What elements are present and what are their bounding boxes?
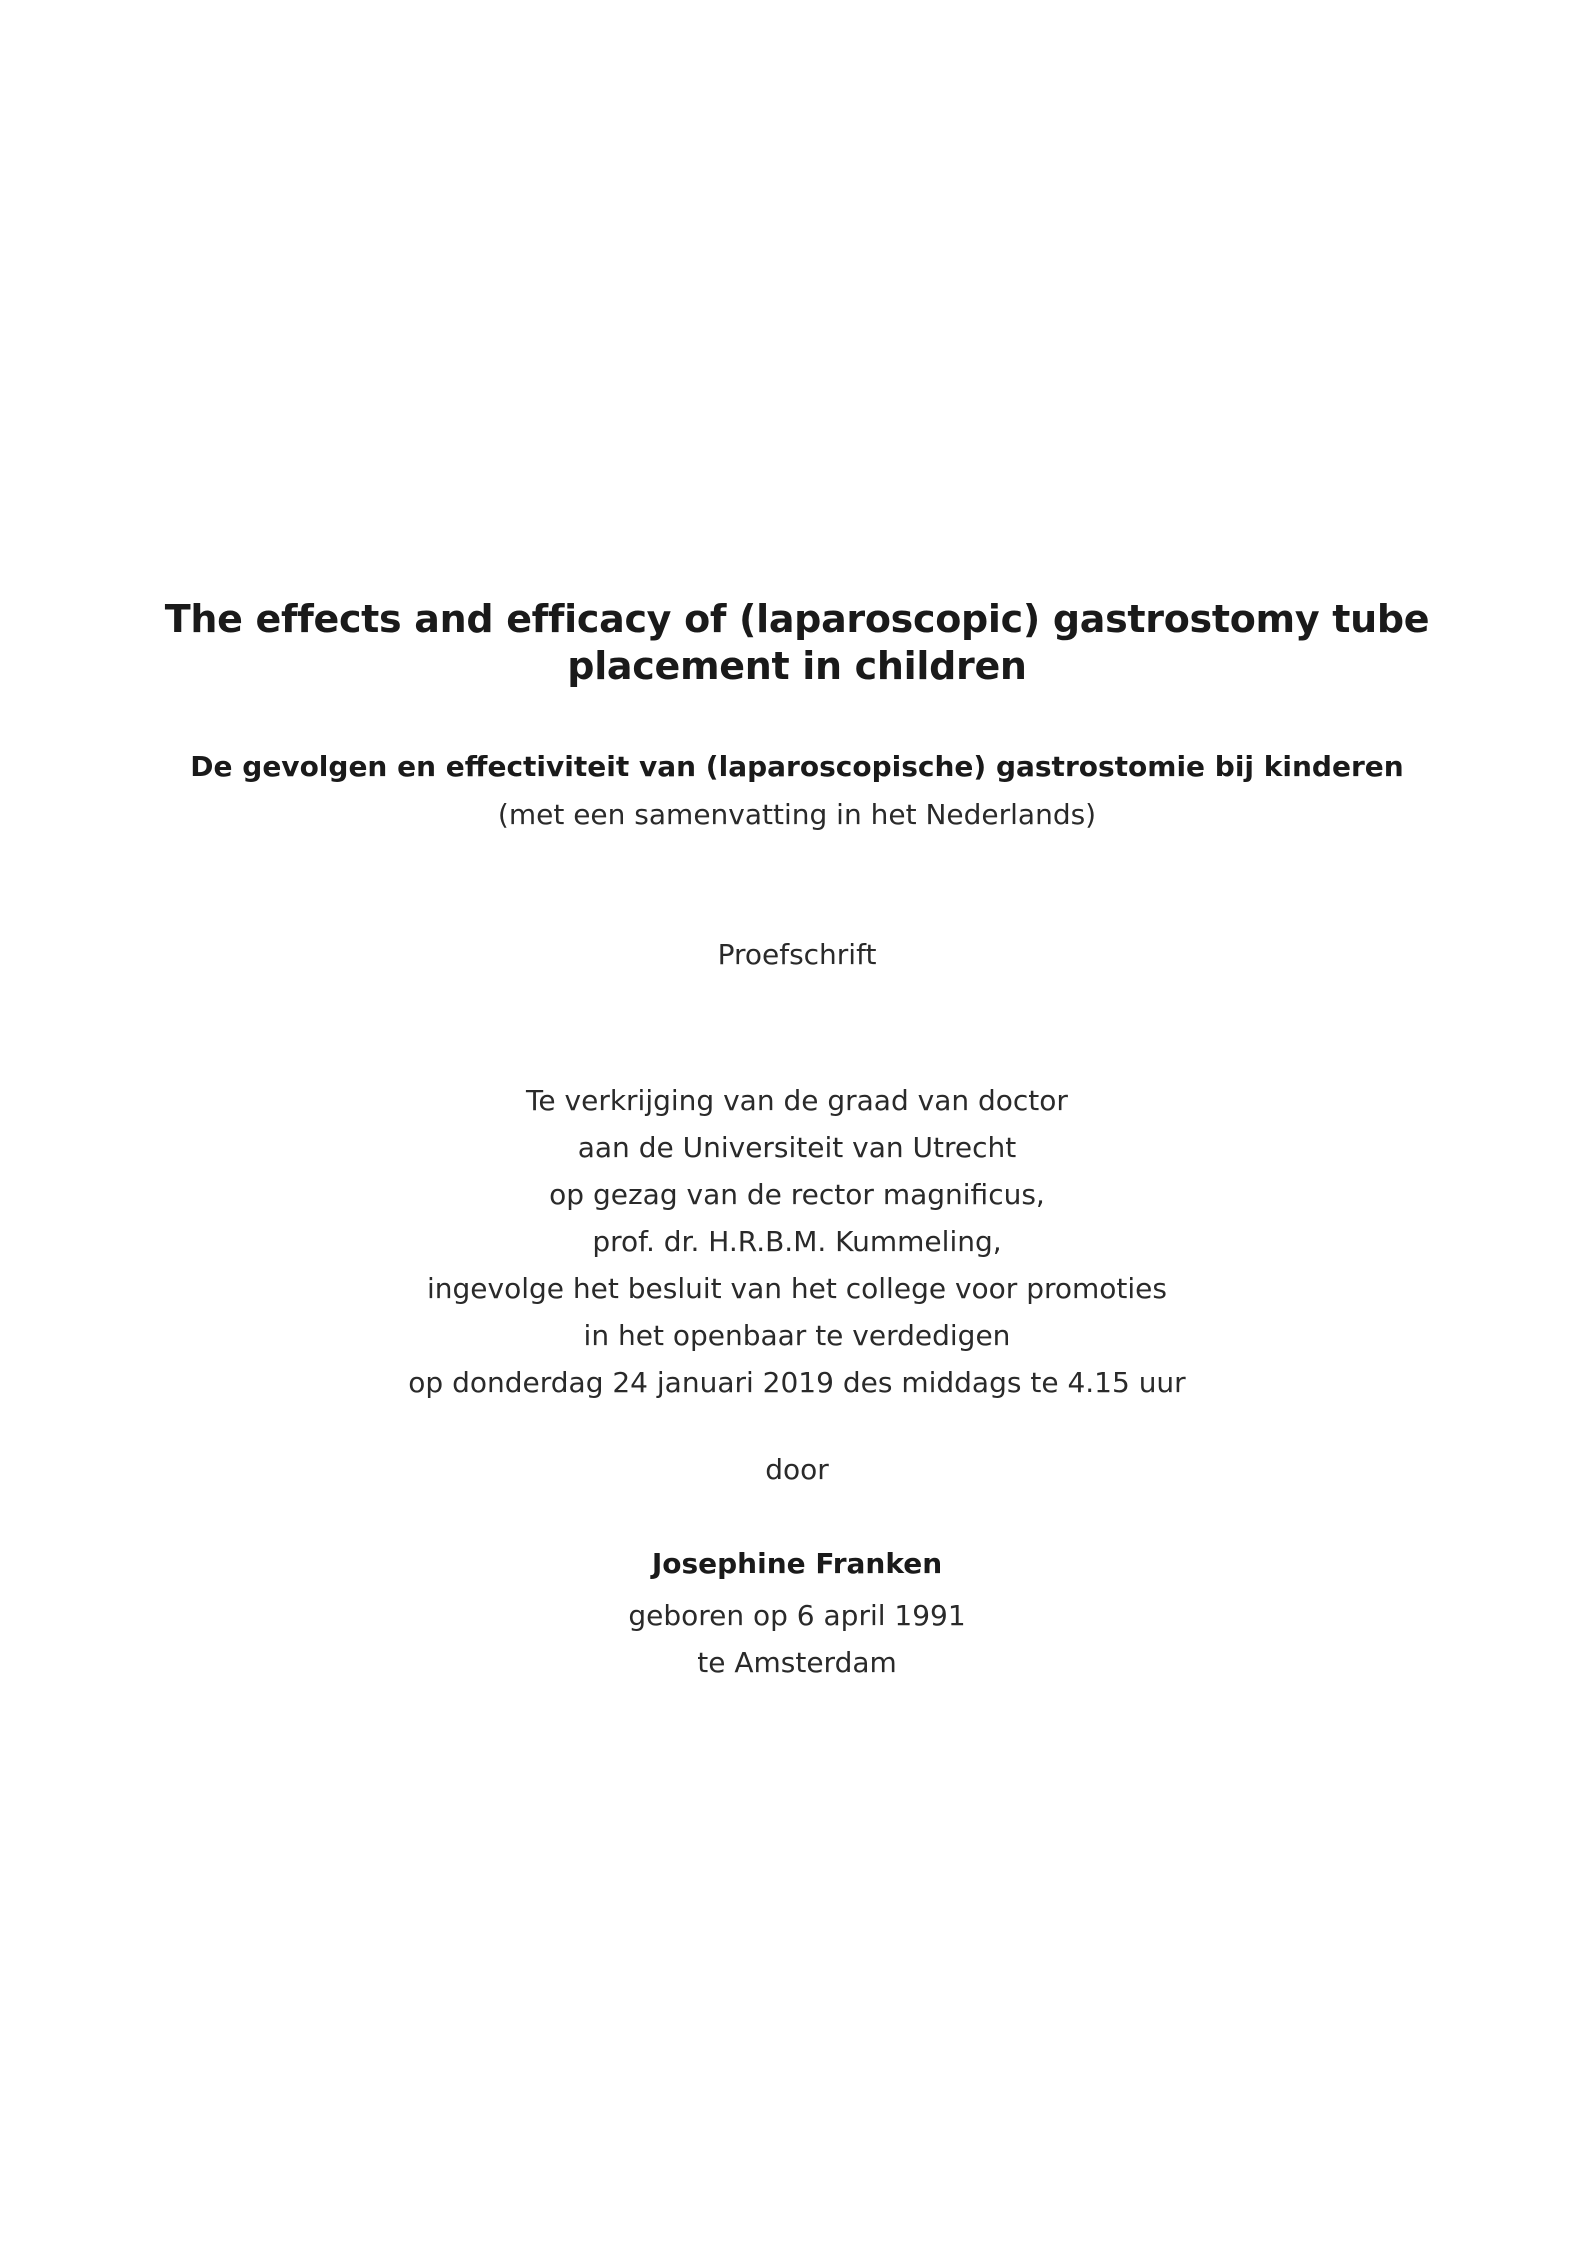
thesis-title <box>0 596 1594 690</box>
degree-line: in het openbaar te verdedigen <box>583 1319 1011 1352</box>
birth-place: te Amsterdam <box>697 1646 897 1679</box>
thesis-title-line-1: The effects and efficacy of (laparoscopic) gastrostomy tube <box>164 597 1430 641</box>
degree-line: op gezag van de rector magnificus, <box>549 1178 1045 1211</box>
degree-line: op donderdag 24 januari 2019 des middags te 4.15 uur <box>408 1366 1186 1399</box>
degree-statement <box>0 1077 1594 1406</box>
document-type: Proefschrift <box>717 938 877 971</box>
dutch-title: De gevolgen en effectiviteit van (laparoscopische) gastrostomie bij kinderen <box>190 750 1404 783</box>
birth-date: geboren op 6 april 1991 <box>628 1599 966 1632</box>
author-name: Josephine Franken <box>651 1547 943 1580</box>
summary-note: (met een samenvatting in het Nederlands) <box>497 798 1097 831</box>
degree-line: aan de Universiteit van Utrecht <box>577 1131 1017 1164</box>
by-label: door <box>765 1453 829 1486</box>
degree-line: Te verkrijging van de graad van doctor <box>526 1084 1068 1117</box>
degree-line: prof. dr. H.R.B.M. Kummeling, <box>592 1225 1002 1258</box>
thesis-title-line-2: placement in children <box>567 644 1027 688</box>
birth-details <box>0 1592 1594 1686</box>
degree-line: ingevolge het besluit van het college voor promoties <box>427 1272 1167 1305</box>
